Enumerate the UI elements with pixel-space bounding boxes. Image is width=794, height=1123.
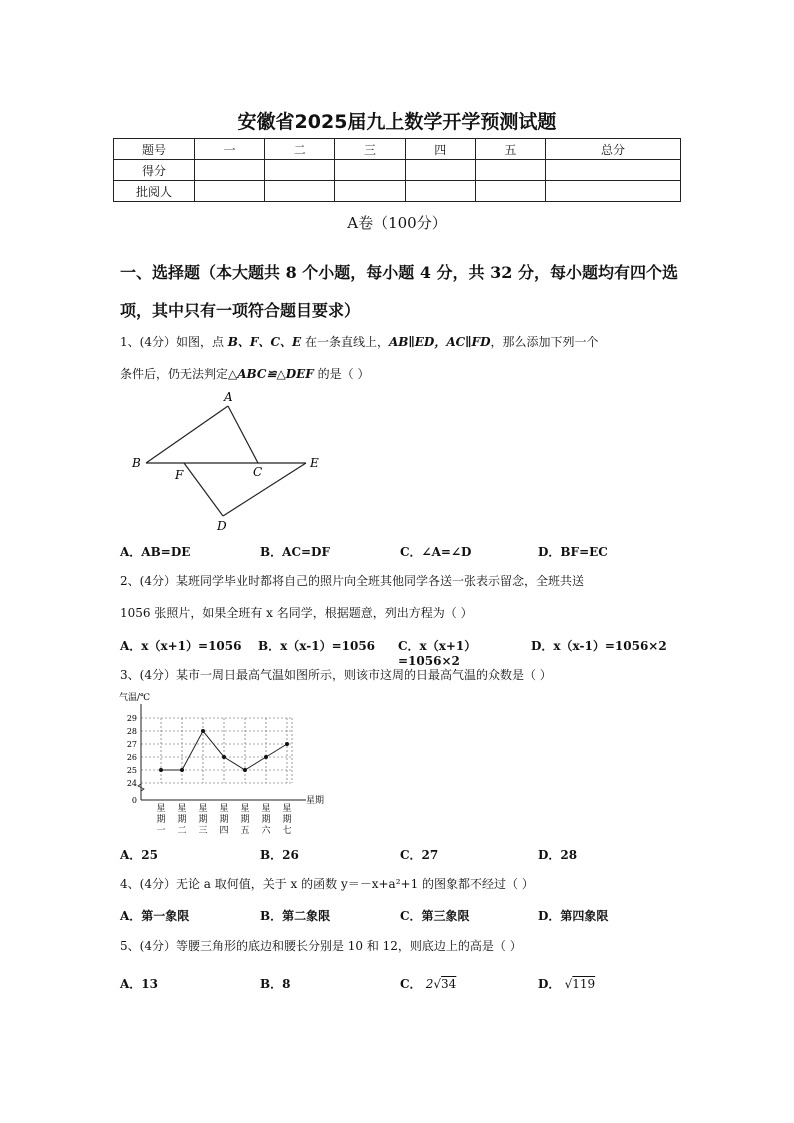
y-tick-label: 0 bbox=[131, 796, 137, 805]
option-c[interactable]: C．x（x+1）=1056×2 bbox=[398, 639, 477, 668]
data-point bbox=[243, 768, 247, 772]
label-F: F bbox=[175, 468, 184, 482]
option-a[interactable]: A．13 bbox=[120, 977, 159, 991]
y-tick-label: 25 bbox=[126, 766, 137, 775]
option-d[interactable]: D．第四象限 bbox=[538, 909, 609, 923]
table-cell: 一 bbox=[195, 139, 265, 160]
question-4-text: 4、(4分）无论 a 取何值，关于 x 的函数 y＝－x+a²+1 的图象都不经过（ ） bbox=[120, 877, 534, 891]
score-table bbox=[113, 138, 681, 202]
data-point bbox=[285, 742, 289, 746]
score-table-row bbox=[114, 160, 681, 181]
x-tick-label: 二 bbox=[177, 826, 187, 836]
table-cell: 二 bbox=[265, 139, 335, 160]
y-tick-label: 26 bbox=[126, 753, 137, 762]
data-point bbox=[201, 729, 205, 733]
y-axis-label: 气温/℃ bbox=[119, 693, 151, 703]
question-5-text: 5、(4分）等腰三角形的底边和腰长分别是 10 和 12，则底边上的高是（ ） bbox=[120, 939, 522, 953]
option-b[interactable]: B．26 bbox=[260, 848, 299, 862]
x-tick-label: 五 bbox=[240, 826, 250, 836]
x-tick-label: 星 bbox=[177, 804, 187, 814]
x-tick-label: 星 bbox=[282, 804, 292, 814]
x-tick-label: 期 bbox=[156, 815, 166, 825]
label-A: A bbox=[224, 390, 233, 404]
chart-grid bbox=[138, 704, 306, 800]
score-table-header-row bbox=[114, 139, 681, 160]
question-3-text: 3、(4分）某市一周日最高气温如图所示，则该市这周的日最高气温的众数是（ ） bbox=[120, 668, 552, 682]
data-point bbox=[159, 768, 163, 772]
option-c[interactable]: C． 2√34 bbox=[400, 977, 457, 991]
option-b[interactable]: B．AC=DF bbox=[260, 545, 330, 559]
x-tick-label: 星 bbox=[198, 804, 208, 814]
temperature-chart bbox=[117, 688, 337, 838]
label-B: B bbox=[132, 456, 141, 470]
question-5-options bbox=[120, 975, 700, 992]
x-tick-label: 星 bbox=[156, 804, 166, 814]
x-tick-label: 七 bbox=[282, 826, 292, 836]
label-C: C bbox=[253, 465, 263, 479]
table-cell: 总分 bbox=[546, 139, 681, 160]
table-cell: 五 bbox=[475, 139, 545, 160]
option-a[interactable]: A．25 bbox=[120, 848, 159, 862]
y-tick-label: 28 bbox=[126, 727, 137, 736]
question-1-line-2: 条件后，仍无法判定△ABC≌△DEF 的是（ ） bbox=[120, 367, 370, 381]
option-b[interactable]: B．x（x-1）=1056 bbox=[258, 639, 376, 653]
option-c[interactable]: C．∠A=∠D bbox=[400, 545, 472, 559]
question-2-line-1: 2、(4分）某班同学毕业时都将自己的照片向全班其他同学各送一张表示留念，全班共送 bbox=[120, 574, 584, 588]
y-tick-label: 29 bbox=[126, 714, 137, 723]
section-heading: A卷（100分） bbox=[347, 214, 447, 232]
option-a[interactable]: A．第一象限 bbox=[120, 909, 190, 923]
x-tick-label: 期 bbox=[282, 815, 292, 825]
x-tick-label: 星 bbox=[219, 804, 229, 814]
x-tick-label: 期 bbox=[261, 815, 271, 825]
question-4-options bbox=[120, 907, 700, 924]
data-point bbox=[222, 755, 226, 759]
x-tick-label: 星 bbox=[261, 804, 271, 814]
option-d[interactable]: D． √119 bbox=[538, 977, 596, 991]
question-3-options bbox=[120, 846, 700, 863]
table-cell: 批阅人 bbox=[114, 181, 195, 202]
x-tick-label: 星 bbox=[240, 804, 250, 814]
option-c[interactable]: C．第三象限 bbox=[400, 909, 470, 923]
option-d[interactable]: D．28 bbox=[538, 848, 578, 862]
option-a[interactable]: A．x（x+1）=1056 bbox=[120, 639, 242, 653]
triangle-figure bbox=[128, 386, 328, 536]
x-tick-label: 期 bbox=[198, 815, 208, 825]
option-c[interactable]: C．27 bbox=[400, 848, 439, 862]
y-tick-label: 24 bbox=[126, 779, 137, 788]
option-d[interactable]: D．BF=EC bbox=[538, 545, 608, 559]
option-b[interactable]: B．第二象限 bbox=[260, 909, 331, 923]
table-cell: 三 bbox=[335, 139, 405, 160]
question-1-options bbox=[120, 543, 700, 560]
y-tick-label: 27 bbox=[126, 740, 137, 749]
table-cell: 得分 bbox=[114, 160, 195, 181]
part-heading: 一、选择题（本大题共 8 个小题，每小题 4 分，共 32 分，每小题均有四个选项，其中只有一项符合题目要求） bbox=[120, 263, 678, 320]
table-cell: 四 bbox=[405, 139, 475, 160]
label-D: D bbox=[217, 519, 227, 533]
option-a[interactable]: A．AB=DE bbox=[120, 545, 191, 559]
page-title: 安徽省2025届九上数学开学预测试题 bbox=[237, 111, 557, 133]
x-tick-label: 一 bbox=[156, 826, 166, 836]
x-axis-label: 星期 bbox=[306, 796, 325, 806]
x-tick-label: 六 bbox=[261, 826, 271, 836]
data-point bbox=[180, 768, 184, 772]
question-1-line-1: 1、(4分）如图，点 B、F、C、E 在一条直线上，AB∥ED，AC∥FD，那么添加下列一个 bbox=[120, 335, 599, 349]
x-tick-label: 期 bbox=[240, 815, 250, 825]
x-tick-label: 期 bbox=[177, 815, 187, 825]
x-tick-label: 四 bbox=[219, 826, 229, 836]
score-table-row bbox=[114, 181, 681, 202]
question-2-line-2: 1056 张照片，如果全班有 x 名同学，根据题意，列出方程为（ ） bbox=[120, 606, 473, 620]
option-d[interactable]: D．x（x-1）=1056×2 bbox=[531, 639, 667, 653]
option-b[interactable]: B．8 bbox=[260, 977, 291, 991]
label-E: E bbox=[310, 456, 319, 470]
data-point bbox=[264, 755, 268, 759]
x-tick-label: 三 bbox=[198, 826, 208, 836]
x-tick-label: 期 bbox=[219, 815, 229, 825]
table-cell: 题号 bbox=[114, 139, 195, 160]
